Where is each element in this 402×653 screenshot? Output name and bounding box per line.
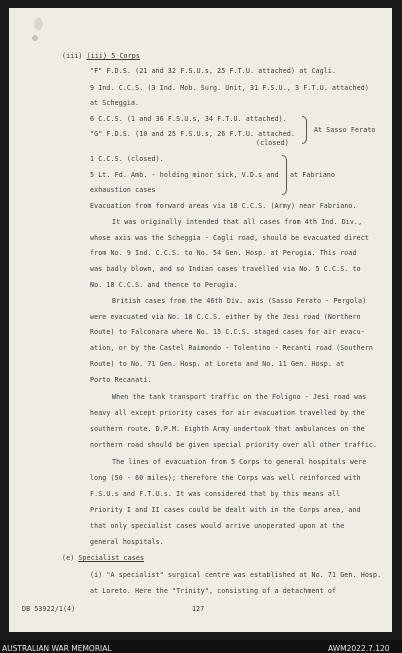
text-line: British cases from the 46th Div. axis (Sasso Ferato - Pergola)	[112, 297, 367, 305]
text-line: long (50 - 60 miles); therefore the Corps was well reinforced with	[90, 474, 361, 482]
text-line: whose axis was the Scheggia - Cagli road, should be evacuated direct	[90, 234, 369, 242]
text-line: It was originally intended that all cases from 4th Ind. Div.,	[112, 218, 363, 226]
brace	[282, 155, 287, 195]
text-line: 6 C.C.S. (1 and 36 F.S.U.s, 34 F.T.U. attached).	[90, 115, 287, 123]
text-line: (i) "A specialist" surgical centre was established at No. 71 Gen. Hosp.	[90, 571, 382, 579]
footer-accession-id: AWM2022.7.120	[328, 644, 390, 653]
text-line: Evacuation from forward areas via 18 C.C.S. (Army) near Fabriano.	[90, 202, 357, 210]
text-line: 9 Ind. C.C.S. (3 Ind. Mob. Surg. Unit, 31 F.S.U., 3 F.T.U. attached)	[90, 84, 369, 92]
text-line: at Scheggia.	[90, 99, 140, 107]
text-line: heavy all except priority cases for air evacuation travelled by the	[90, 409, 365, 417]
text-line: northern road should be given special priority over all other traffic.	[90, 441, 378, 449]
text-line: ation, or by the Castel Raimondo - Tolentino - Recanti road (Southern	[90, 344, 374, 352]
text-line: Route) to No. 71 Gen. Hosp. at Loreto and No. 11 Gen. Hosp. at	[90, 360, 345, 368]
text-line: The lines of evacuation from 5 Corps to general hospitals were	[112, 458, 367, 466]
text-line: 1 C.C.S. (closed).	[90, 155, 164, 163]
punch-hole-mark	[32, 35, 38, 41]
text-line: When the tank transport traffic on the Foligno - Jesi road was	[112, 393, 367, 401]
text-line: F.S.U.s and F.T.U.s. It was considered that by this means all	[90, 490, 341, 498]
text-line: Porto Recanati.	[90, 376, 152, 384]
brace-label: at Fabriano	[290, 171, 336, 179]
text-line: from No. 9 Ind. C.C.S. to No. 54 Gen. Hosp. at Perugia. This road	[90, 249, 357, 257]
text-line: "F" F.D.S. (21 and 32 F.S.U.s, 25 F.T.U. attached) at Cagli.	[90, 67, 337, 75]
text-line: (closed)	[256, 139, 289, 147]
text-line: "G" F.D.S. (10 and 25 F.S.U.s, 26 F.T.U. attached.	[90, 130, 296, 138]
text-line: Priority I and II cases could be dealt with in the Corps area, and	[90, 506, 361, 514]
text-line: were evacuated via No. 18 C.C.S. either by the Jesi road (Northern	[90, 313, 361, 321]
text-line: Route) to Falconara where No. 15 C.C.S. staged cases for air evacu-	[90, 328, 365, 336]
brace	[302, 116, 307, 144]
page-number: 127	[192, 605, 205, 613]
text-line: 5 Lt. Fd. Amb. - holding minor sick, V.D.s and	[90, 171, 279, 179]
text-line: southern route. D.P.M. Eighth Army undertook that ambulances on the	[90, 425, 365, 433]
punch-hole	[34, 18, 43, 30]
footer-institution: AUSTRALIAN WAR MEMORIAL	[2, 644, 112, 653]
document-reference: DB 53922/1(4)	[22, 605, 76, 613]
text-line: at Loreto. Here the "Trinity", consisting of a detachment of	[90, 587, 337, 595]
text-line: was badly blown, and so Indian cases travelled via No. 5 C.C.S. to	[90, 265, 361, 273]
text-line: that only specialist cases would arrive unoperated upon at the	[90, 522, 345, 530]
brace-label: At Sasso Ferato	[314, 126, 376, 134]
text-line: general hospitals.	[90, 538, 164, 546]
text-line: exhaustion cases	[90, 186, 156, 194]
section-heading: (iii) (iii) 5 Corps	[62, 52, 140, 60]
text-line: No. 18 C.C.S. and thence to Perugia.	[90, 281, 238, 289]
section-heading: (e) Specialist cases	[62, 554, 145, 562]
